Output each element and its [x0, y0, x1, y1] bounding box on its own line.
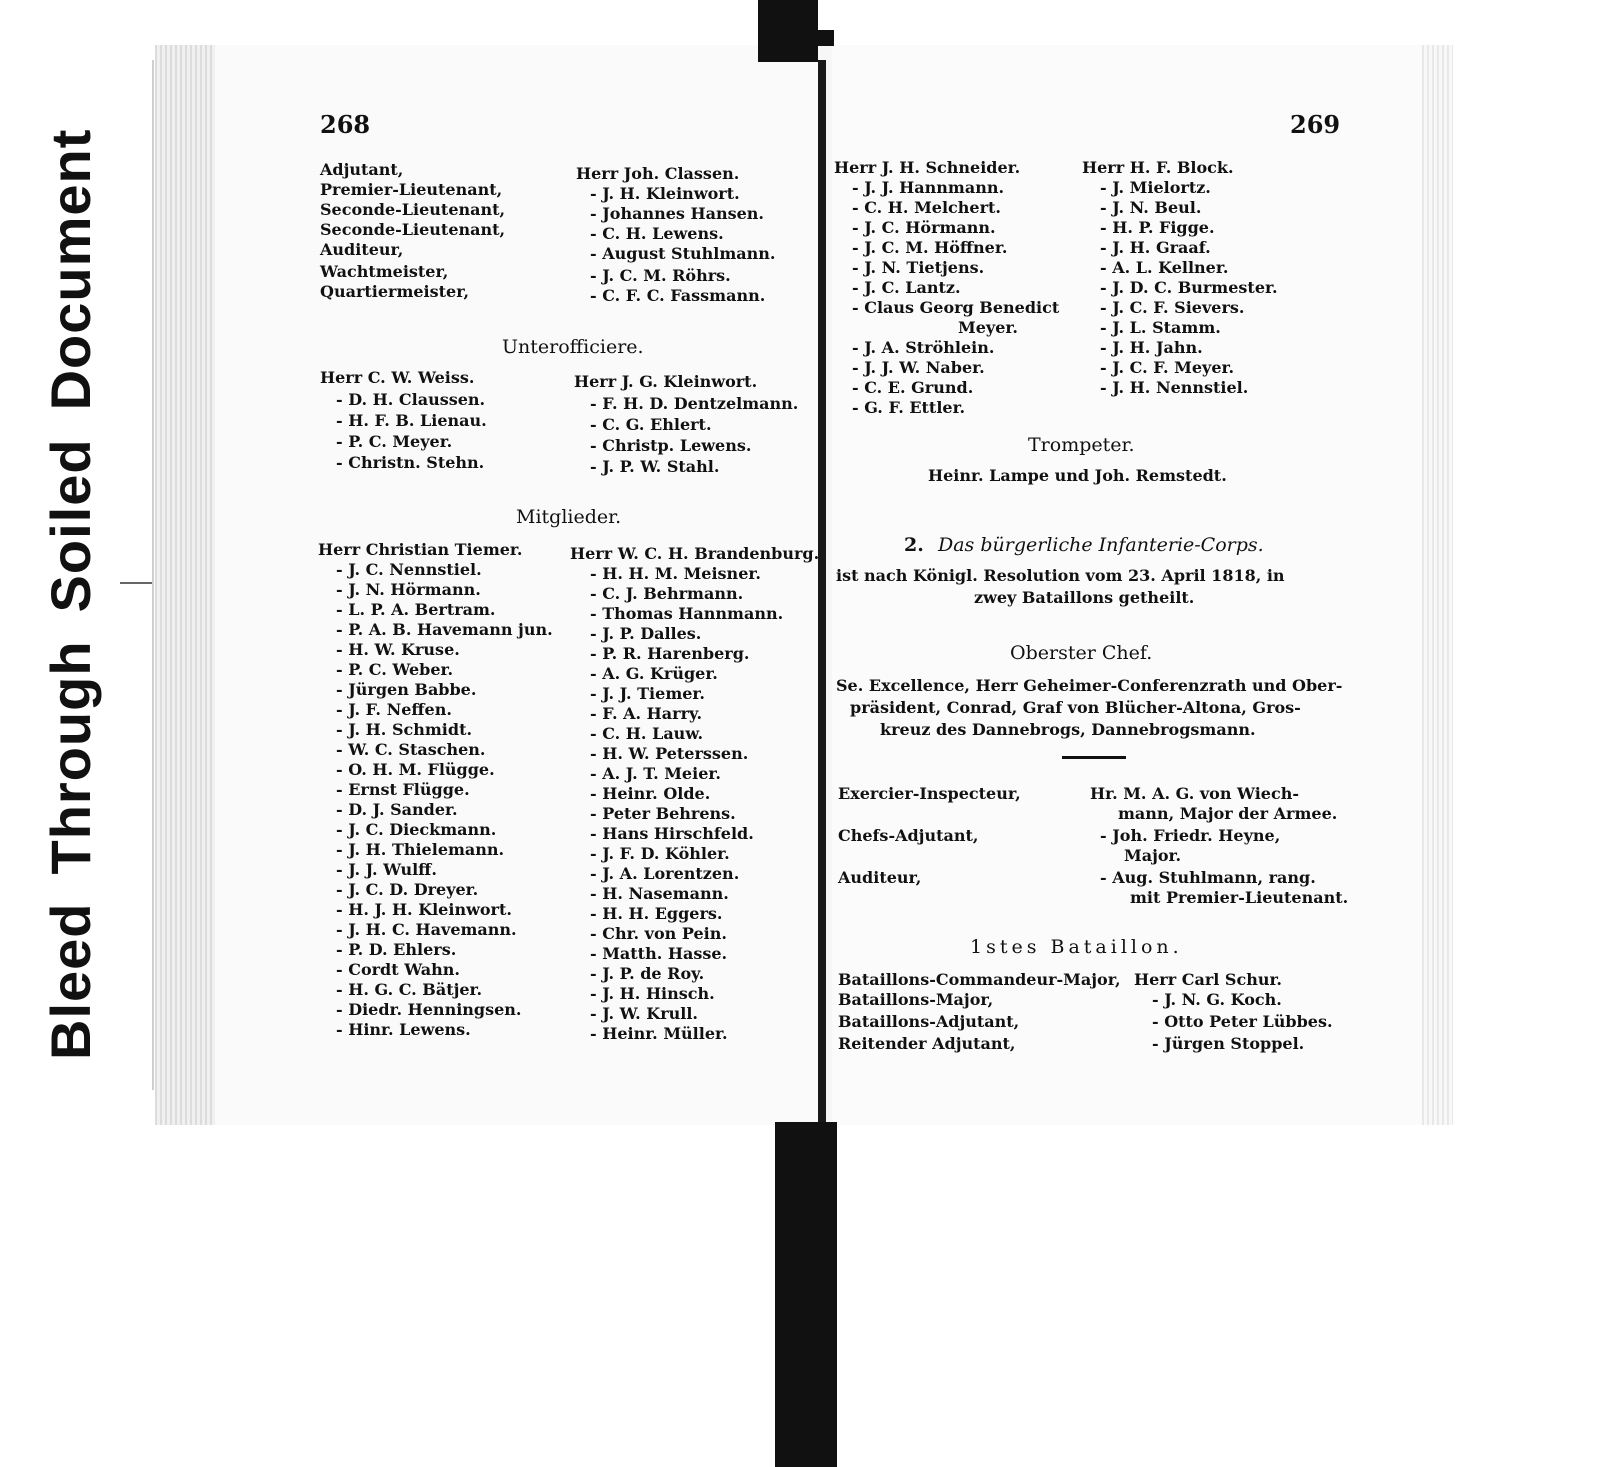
binding-strip-top	[758, 0, 818, 62]
list-item: - O. H. M. Flügge.	[336, 760, 495, 779]
bataillon-role: Bataillons-Major,	[838, 990, 994, 1009]
list-item: - J. W. Krull.	[590, 1004, 698, 1023]
list-item: - J. C. F. Meyer.	[1100, 358, 1235, 377]
officer-role: Adjutant,	[320, 160, 404, 179]
staff-name-cont: mit Premier-Lieutenant.	[1130, 888, 1349, 907]
list-item: Herr H. F. Block.	[1082, 158, 1234, 177]
list-item: - G. F. Ettler.	[852, 398, 966, 417]
page-number-left: 268	[320, 110, 371, 139]
list-item: - J. C. Dieckmann.	[336, 820, 497, 839]
list-item: - C. H. Melchert.	[852, 198, 1001, 217]
list-item: - J. N. Hörmann.	[336, 580, 481, 599]
list-item: - W. C. Staschen.	[336, 740, 486, 759]
section-heading-bataillon: 1stes Bataillon.	[970, 936, 1183, 958]
officer-role: Premier-Lieutenant,	[320, 180, 503, 199]
staff-name-cont: Major.	[1124, 846, 1182, 865]
officer-name: - Johannes Hansen.	[590, 204, 764, 223]
officer-role: Auditeur,	[320, 240, 404, 259]
list-item: - H. H. Eggers.	[590, 904, 723, 923]
list-item: - Thomas Hannmann.	[590, 604, 784, 623]
list-item: - A. J. T. Meier.	[590, 764, 721, 783]
chef-line: Se. Excellence, Herr Geheimer-Conferenzrath und Ober-	[836, 676, 1343, 695]
list-item: - H. F. B. Lienau.	[336, 411, 487, 430]
list-item: Herr Christian Tiemer.	[318, 540, 523, 559]
list-item: - J. H. C. Havemann.	[336, 920, 517, 939]
list-item: - J. J. Hannmann.	[852, 178, 1005, 197]
list-item: - J. N. Tietjens.	[852, 258, 985, 277]
list-item: - J. C. D. Dreyer.	[336, 880, 479, 899]
list-item: - J. Mielortz.	[1100, 178, 1211, 197]
list-item: - Ernst Flügge.	[336, 780, 470, 799]
bataillon-role: Bataillons-Adjutant,	[838, 1012, 1020, 1031]
section-title: Das bürgerliche Infanterie-Corps.	[938, 534, 1264, 556]
list-item: - J. H. Nennstiel.	[1100, 378, 1249, 397]
list-item: Herr W. C. H. Brandenburg.	[570, 544, 820, 563]
staff-name-cont: mann, Major der Armee.	[1118, 804, 1338, 823]
list-item: - Christn. Stehn.	[336, 453, 485, 472]
list-item: - J. P. de Roy.	[590, 964, 705, 983]
list-item: - Peter Behrens.	[590, 804, 736, 823]
page-edges-left	[155, 45, 215, 1125]
officer-role: Seconde-Lieutenant,	[320, 220, 506, 239]
list-item: - J. C. Nennstiel.	[336, 560, 482, 579]
page-edges-right	[1422, 45, 1453, 1125]
list-item: - C. E. Grund.	[852, 378, 974, 397]
list-item: - J. J. Wulff.	[336, 860, 437, 879]
officer-role: Wachtmeister,	[320, 262, 449, 281]
list-item: - J. F. Neffen.	[336, 700, 452, 719]
list-item: - Chr. von Pein.	[590, 924, 727, 943]
label-word: Bleed	[38, 902, 102, 1060]
list-item: - J. J. W. Naber.	[852, 358, 985, 377]
list-item: - F. H. D. Dentzelmann.	[590, 394, 799, 413]
page-edge-line	[152, 60, 154, 1090]
list-item: - Cordt Wahn.	[336, 960, 460, 979]
officer-name: Herr Joh. Classen.	[576, 164, 740, 183]
list-item: - J. F. D. Köhler.	[590, 844, 730, 863]
officer-name: - August Stuhlmann.	[590, 244, 776, 263]
list-item: - J. A. Lorentzen.	[590, 864, 740, 883]
list-item: - C. G. Ehlert.	[590, 415, 712, 434]
bataillon-name: - J. N. G. Koch.	[1152, 990, 1282, 1009]
bataillon-role: Bataillons-Commandeur-Major,	[838, 970, 1121, 989]
list-item: - J. H. Schmidt.	[336, 720, 473, 739]
list-item: - H. J. H. Kleinwort.	[336, 900, 512, 919]
label-word: Through	[38, 640, 102, 875]
book-gutter	[818, 60, 826, 1122]
list-item: - J. C. F. Sievers.	[1100, 298, 1245, 317]
list-item: Herr J. H. Schneider.	[834, 158, 1021, 177]
staff-role: Exercier-Inspecteur,	[838, 784, 1021, 803]
officer-name: - J. C. M. Röhrs.	[590, 266, 731, 285]
label-divider	[120, 582, 154, 584]
list-item: - J. P. W. Stahl.	[590, 457, 720, 476]
list-item: - L. P. A. Bertram.	[336, 600, 496, 619]
officer-role: Quartiermeister,	[320, 282, 470, 301]
list-item: - J. N. Beul.	[1100, 198, 1202, 217]
list-item: - C. H. Lauw.	[590, 724, 704, 743]
list-item: - J. L. Stamm.	[1100, 318, 1221, 337]
staff-role: Auditeur,	[838, 868, 922, 887]
list-item: - D. J. Sander.	[336, 800, 458, 819]
list-item: - P. A. B. Havemann jun.	[336, 620, 553, 639]
list-item: - Matth. Hasse.	[590, 944, 728, 963]
list-item: - H. Nasemann.	[590, 884, 729, 903]
list-item: - Heinr. Müller.	[590, 1024, 728, 1043]
sidebar-label	[30, 70, 110, 1060]
staff-name: - Joh. Friedr. Heyne,	[1100, 826, 1281, 845]
list-item: - J. P. Dalles.	[590, 624, 702, 643]
list-item: - Diedr. Henningsen.	[336, 1000, 522, 1019]
list-item: - P. D. Ehlers.	[336, 940, 457, 959]
binding-mark	[818, 30, 834, 46]
list-item: - J. H. Jahn.	[1100, 338, 1203, 357]
label-word: Document	[38, 128, 102, 411]
section-heading-mitglieder: Mitglieder.	[516, 506, 622, 528]
list-item: - C. J. Behrmann.	[590, 584, 744, 603]
list-item: - Christp. Lewens.	[590, 436, 752, 455]
list-item: - Hans Hirschfeld.	[590, 824, 754, 843]
list-item: - H. P. Figge.	[1100, 218, 1215, 237]
list-item: - J. C. M. Höffner.	[852, 238, 1008, 257]
list-item: - Hinr. Lewens.	[336, 1020, 471, 1039]
list-item: - H. W. Peterssen.	[590, 744, 749, 763]
list-item: - F. A. Harry.	[590, 704, 703, 723]
section-heading-chef: Oberster Chef.	[1010, 642, 1153, 664]
chef-line: kreuz des Dannebrogs, Dannebrogsmann.	[880, 720, 1256, 739]
bataillon-name: Herr Carl Schur.	[1134, 970, 1282, 989]
bataillon-name: - Otto Peter Lübbes.	[1152, 1012, 1333, 1031]
section-number: 2.	[904, 534, 924, 556]
resolution-line: zwey Bataillons getheilt.	[974, 588, 1195, 607]
chef-line: präsident, Conrad, Graf von Blücher-Altona, Gros-	[850, 698, 1301, 717]
bataillon-name: - Jürgen Stoppel.	[1152, 1034, 1305, 1053]
list-item: - Claus Georg Benedict	[852, 298, 1060, 317]
divider-rule	[1062, 756, 1126, 759]
list-item: - J. C. Hörmann.	[852, 218, 996, 237]
list-item: - H. W. Kruse.	[336, 640, 460, 659]
page-number-right: 269	[1290, 110, 1341, 139]
list-item: - D. H. Claussen.	[336, 390, 486, 409]
list-item: - P. C. Meyer.	[336, 432, 453, 451]
staff-name: - Aug. Stuhlmann, rang.	[1100, 868, 1316, 887]
list-item: Meyer.	[958, 318, 1018, 337]
label-word: Soiled	[38, 438, 102, 613]
list-item: - P. R. Harenberg.	[590, 644, 750, 663]
list-item: - J. A. Ströhlein.	[852, 338, 995, 357]
list-item: - J. H. Graaf.	[1100, 238, 1211, 257]
staff-name: Hr. M. A. G. von Wiech-	[1090, 784, 1299, 803]
list-item: - J. J. Tiemer.	[590, 684, 705, 703]
bataillon-role: Reitender Adjutant,	[838, 1034, 1016, 1053]
list-item: - P. C. Weber.	[336, 660, 454, 679]
trompeter-names: Heinr. Lampe und Joh. Remstedt.	[928, 466, 1227, 485]
section-heading-trompeter: Trompeter.	[1028, 434, 1135, 456]
list-item: - J. D. C. Burmester.	[1100, 278, 1278, 297]
list-item: - J. H. Thielemann.	[336, 840, 505, 859]
officer-name: - J. H. Kleinwort.	[590, 184, 740, 203]
list-item: - Jürgen Babbe.	[336, 680, 477, 699]
officer-name: - C. F. C. Fassmann.	[590, 286, 766, 305]
list-item: - Heinr. Olde.	[590, 784, 711, 803]
list-item: - A. L. Kellner.	[1100, 258, 1229, 277]
binding-strip-bottom	[775, 1122, 837, 1467]
list-item: - A. G. Krüger.	[590, 664, 718, 683]
list-item: - J. H. Hinsch.	[590, 984, 715, 1003]
list-item: - J. C. Lantz.	[852, 278, 961, 297]
resolution-line: ist nach Königl. Resolution vom 23. April 1818, in	[836, 566, 1285, 585]
list-item: Herr J. G. Kleinwort.	[574, 372, 758, 391]
list-item: - H. G. C. Bätjer.	[336, 980, 483, 999]
section-heading-unterofficiere: Unterofficiere.	[502, 336, 644, 358]
list-item: Herr C. W. Weiss.	[320, 368, 475, 387]
list-item: - H. H. M. Meisner.	[590, 564, 761, 583]
staff-role: Chefs-Adjutant,	[838, 826, 979, 845]
officer-role: Seconde-Lieutenant,	[320, 200, 506, 219]
officer-name: - C. H. Lewens.	[590, 224, 724, 243]
